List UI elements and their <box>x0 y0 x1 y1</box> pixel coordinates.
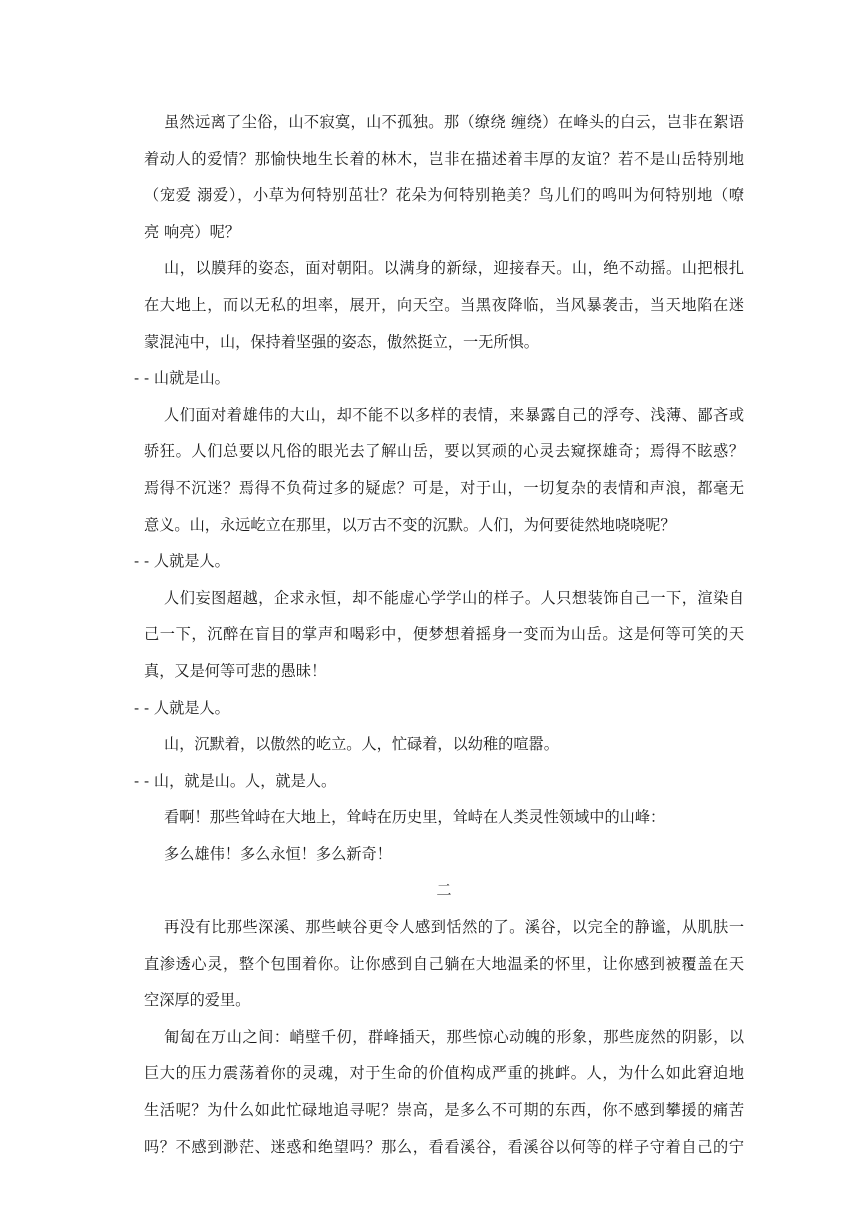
text-line: 焉得不沉迷？焉得不负荷过多的疑虑？可是，对于山，一切复杂的表情和声浪，都毫无 <box>144 478 744 497</box>
dash-line: - - 山就是山。 <box>134 369 230 388</box>
text-line: 着动人的爱情？那愉快地生长着的林木，岂非在描述着丰厚的友谊？若不是山岳特别地 <box>144 149 744 168</box>
text-line: 再没有比那些深溪、那些峡谷更令人感到恬然的了。溪谷，以完全的静谧，从肌肤一 <box>164 918 744 937</box>
text-line: 看啊！那些耸峙在大地上，耸峙在历史里，耸峙在人类灵性领域中的山峰： <box>164 808 666 827</box>
text-line: 蒙混沌中，山，保持着坚强的姿态，傲然挺立，一无所惧。 <box>144 332 539 351</box>
text-line: 山，以膜拜的姿态，面对朝阳。以满身的新绿，迎接春天。山，绝不动摇。山把根扎 <box>164 259 744 278</box>
text-line: 己一下，沉醉在盲目的掌声和喝彩中，便梦想着摇身一变而为山岳。这是何等可笑的天 <box>144 625 744 644</box>
text-line: 生活呢？为什么如此忙碌地追寻呢？崇高，是多么不可期的东西，你不感到攀援的痛苦 <box>144 1101 744 1120</box>
text-line: 亮 响亮）呢？ <box>144 222 240 241</box>
text-line: 虽然远离了尘俗，山不寂寞，山不孤独。那（缭绕 缠绕）在峰头的白云，岂非在絮语 <box>164 113 744 131</box>
text-line: 骄狂。人们总要以凡俗的眼光去了解山岳，要以冥顽的心灵去窥探雄奇；焉得不眩惑？ <box>144 442 744 461</box>
essay-body <box>134 104 744 1165</box>
text-line: 多么雄伟！多么永恒！多么新奇！ <box>164 844 392 863</box>
dash-line: - - 山，就是山。人，就是人。 <box>134 771 337 790</box>
text-line: 巨大的压力震荡着你的灵魂，对于生命的价值构成严重的挑衅。人，为什么如此窘迫地 <box>144 1064 744 1083</box>
text-line: 空深厚的爱里。 <box>144 991 251 1010</box>
text-line: 山，沉默着，以傲然的屹立。人，忙碌着，以幼稚的喧嚣。 <box>164 735 559 754</box>
text-line: 直渗透心灵，整个包围着你。让你感到自己躺在大地温柔的怀里，让你感到被覆盖在天 <box>144 954 744 973</box>
text-line: 匍匐在万山之间：峭壁千仞，群峰插天，那些惊心动魄的形象，那些庞然的阴影，以 <box>164 1027 744 1046</box>
dash-line: - - 人就是人。 <box>134 698 230 717</box>
section-heading: 二 <box>436 881 452 900</box>
text-line: 吗？不感到渺茫、迷惑和绝望吗？那么，看看溪谷，看溪谷以何等的样子守着自己的宁 <box>144 1137 744 1156</box>
dash-line: - - 人就是人。 <box>134 552 230 571</box>
text-line: 人们妄图超越，企求永恒，却不能虚心学学山的样子。人只想装饰自己一下，渲染自 <box>164 588 744 607</box>
text-line: （宠爱 溺爱），小草为何特别茁壮？花朵为何特别艳美？鸟儿们的鸣叫为何特别地（嘹 <box>144 186 744 205</box>
text-line: 意义。山，永远屹立在那里，以万古不变的沉默。人们，为何要徒然地哓哓呢？ <box>144 515 676 534</box>
text-line: 真，又是何等可悲的愚昧！ <box>144 661 327 680</box>
text-line: 人们面对着雄伟的大山，却不能不以多样的表情，来暴露自己的浮夸、浅薄、鄙吝或 <box>164 405 744 424</box>
text-line: 在大地上，而以无私的坦率，展开，向天空。当黑夜降临，当风暴袭击，当天地陷在迷 <box>144 295 744 314</box>
